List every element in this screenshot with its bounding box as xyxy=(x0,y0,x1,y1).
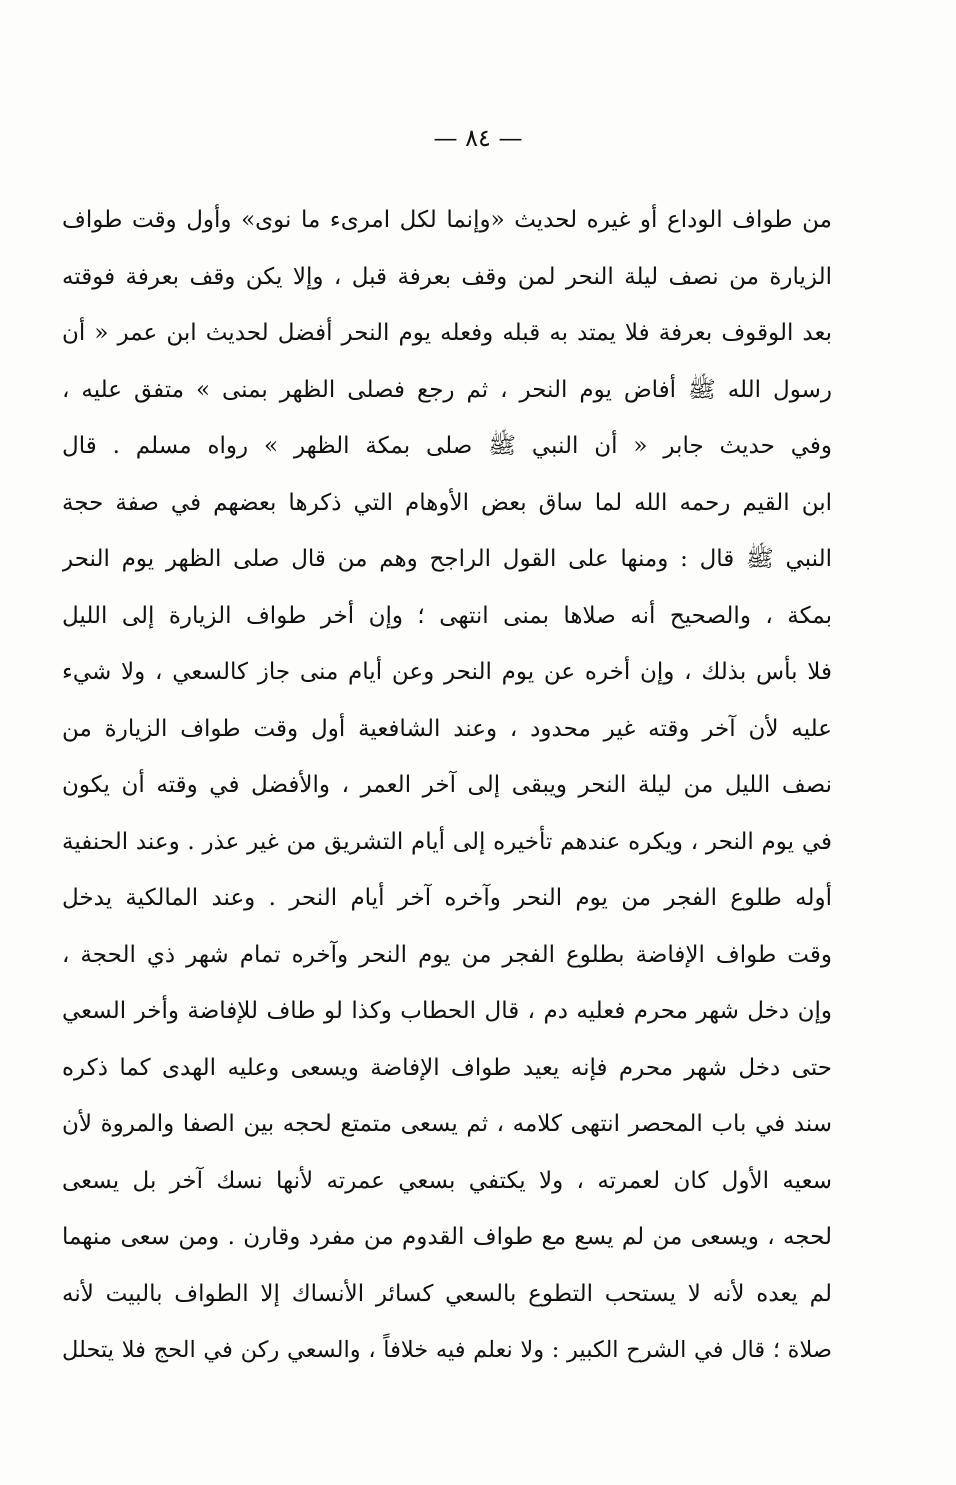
page-body-text xyxy=(62,192,832,1379)
text-line: رسول الله ﷺ أفاض يوم النحر ، ثم رجع فصلى الظهر بمنى » متفق عليه ، xyxy=(62,376,832,403)
text-line: بعد الوقوف بعرفة فلا يمتد به قبله وفعله يوم النحر أفضل لحديث ابن عمر « أن xyxy=(62,320,832,346)
text-line: حتى دخل شهر محرم فإنه يعيد طواف الإفاضة ويسعى وعليه الهدى كما ذكره xyxy=(62,1054,832,1081)
text-line: سند في باب المحصر انتهى كلامه ، ثم يسعى متمتع لحجه بين الصفا والمروة لأن xyxy=(62,1111,832,1137)
text-line: ابن القيم رحمه الله لما ساق بعض الأوهام التي ذكرها بعضهم في صفة حجة xyxy=(62,489,832,516)
text-line: من طواف الوداع أو غيره لحديث «وإنما لكل امرىء ما نوى» وأول وقت طواف xyxy=(62,207,832,233)
text-line: نصف الليل من ليلة النحر ويبقى إلى آخر العمر ، والأفضل في وقته أن يكون xyxy=(62,772,832,798)
text-line: سعيه الأول كان لعمرته ، ولا يكتفي بسعي عمرته لأنها نسك آخر بل يسعى xyxy=(62,1167,832,1194)
text-line: الزيارة من نصف ليلة النحر لمن وقف بعرفة قبل ، وإلا يكن وقف بعرفة فوقته xyxy=(62,263,832,290)
text-line: لحجه ، ويسعى من لم يسع مع طواف القدوم من مفرد وقارن . ومن سعى منهما xyxy=(62,1224,832,1250)
text-line: وقت طواف الإفاضة بطلوع الفجر من يوم النحر وآخره تمام شهر ذي الحجة ، xyxy=(62,941,832,968)
text-line: وإن دخل شهر محرم فعليه دم ، قال الحطاب وكذا لو طاف للإفاضة وأخر السعي xyxy=(62,998,832,1024)
text-line: لم يعده لأنه لا يستحب التطوع بالسعي كسائر الأنساك إلا الطواف بالبيت لأنه xyxy=(62,1280,832,1307)
text-line: أوله طلوع الفجر من يوم النحر وآخره آخر أيام النحر . وعند المالكية يدخل xyxy=(62,885,832,911)
text-line: عليه لأن آخر وقته غير محدود ، وعند الشافعية أول وقت طواف الزيارة من xyxy=(62,715,832,742)
text-line: النبي ﷺ قال : ومنها على القول الراجح وهم من قال صلى الظهر يوم النحر xyxy=(62,546,832,572)
page-number: — ٨٤ — xyxy=(433,124,523,152)
text-line: صلاة ؛ قال في الشرح الكبير : ولا نعلم فيه خلافاً ، والسعي ركن في الحج فلا يتحلل xyxy=(62,1337,832,1363)
text-line: في يوم النحر ، ويكره عندهم تأخيره إلى أيام التشريق من غير عذر . وعند الحنفية xyxy=(62,828,832,855)
text-line: وفي حديث جابر « أن النبي ﷺ صلى بمكة الظهر » رواه مسلم . قال xyxy=(62,433,832,459)
text-line: بمكة ، والصحيح أنه صلاها بمنى انتهى ؛ وإن أخر طواف الزيارة إلى الليل xyxy=(62,602,832,629)
text-line: فلا بأس بذلك ، وإن أخره عن يوم النحر وعن أيام منى جاز كالسعي ، ولا شيء xyxy=(62,659,832,685)
